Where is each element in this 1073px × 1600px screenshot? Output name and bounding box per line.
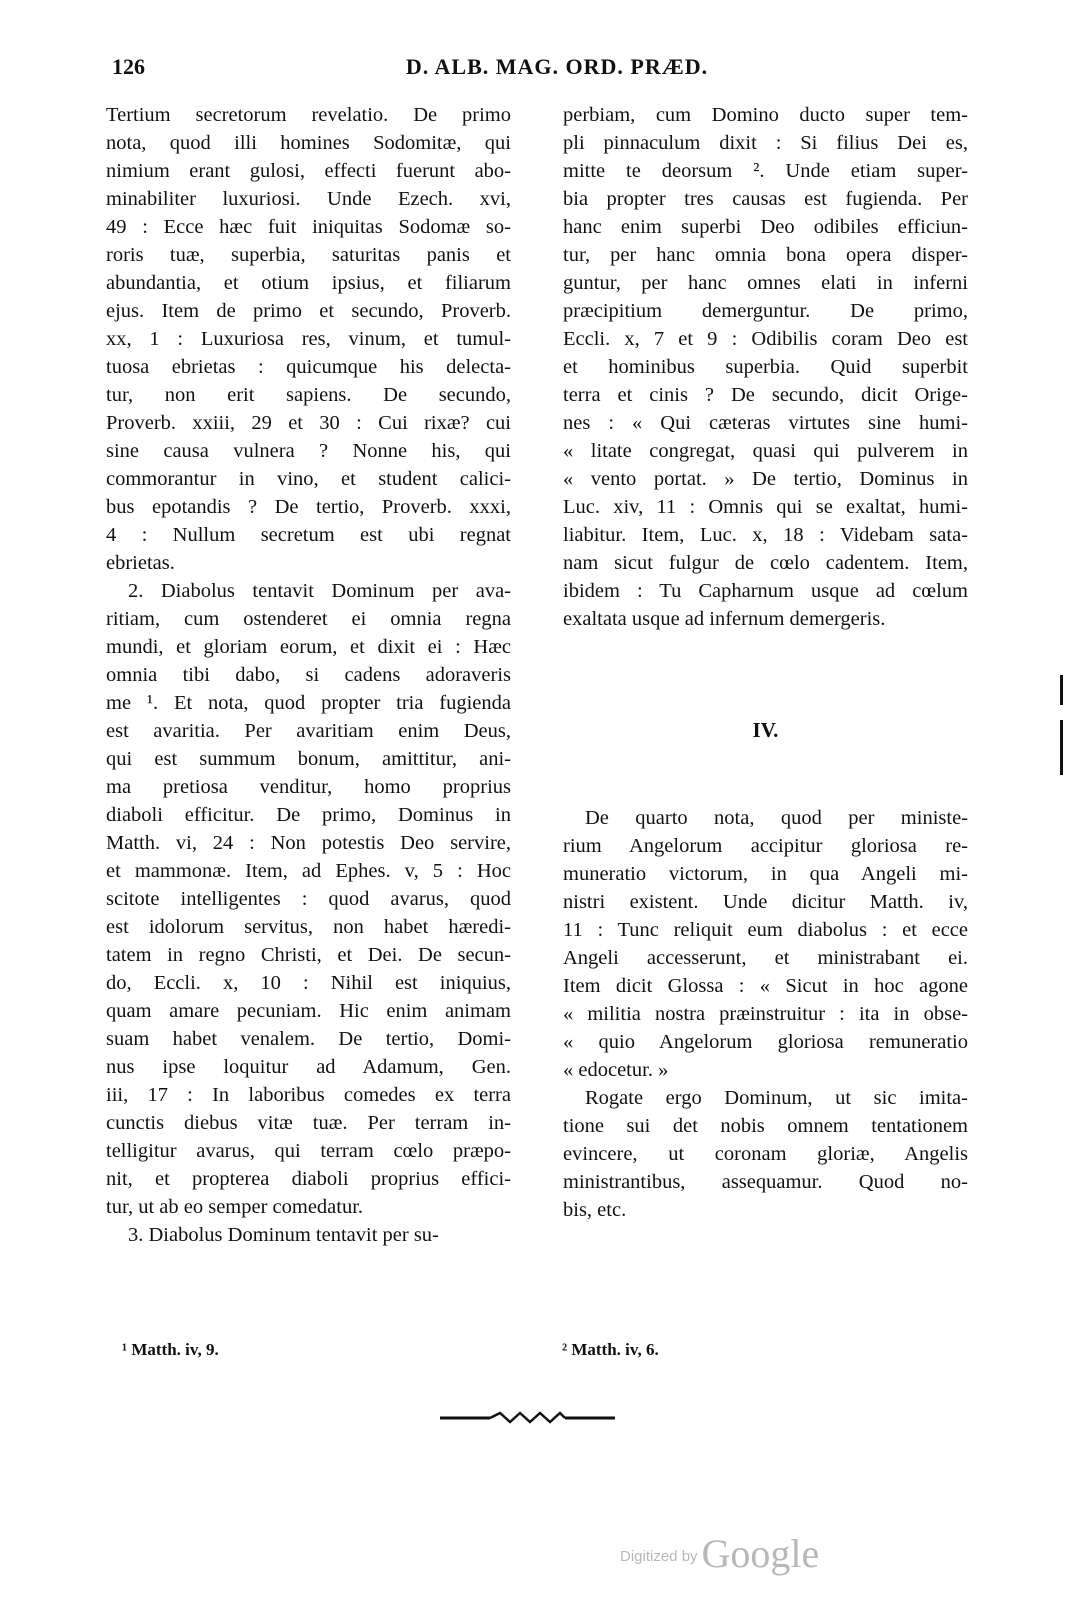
edge-mark bbox=[1060, 675, 1063, 705]
text-line: Luc. xiv, 11 : Omnis qui se exaltat, humi- bbox=[563, 496, 968, 518]
text-line: Eccli. x, 7 et 9 : Odibilis coram Deo est bbox=[563, 328, 968, 350]
text-line: ejus. Item de primo et secundo, Proverb. bbox=[106, 300, 511, 322]
right-column bbox=[563, 101, 968, 633]
left-column bbox=[106, 101, 511, 1249]
text-line: tur, per hanc omnia bona opera disper- bbox=[563, 244, 968, 266]
text-line: 49 : Ecce hæc fuit iniquitas Sodomæ so- bbox=[106, 216, 511, 238]
text-line: Rogate ergo Dominum, ut sic imita- bbox=[585, 1087, 968, 1109]
text-line: Item dicit Glossa : « Sicut in hoc agone bbox=[563, 975, 968, 997]
text-line: tur, ut ab eo semper comedatur. bbox=[106, 1196, 364, 1218]
text-line: « litate congregat, quasi qui pulverem in bbox=[563, 440, 968, 462]
text-line: ebrietas. bbox=[106, 552, 175, 574]
footnote-right: ² Matth. iv, 6. bbox=[562, 1340, 659, 1359]
text-line: hanc enim superbi Deo odibiles efficiun- bbox=[563, 216, 968, 238]
end-ornament bbox=[440, 1410, 615, 1426]
text-line: « vento portat. » De tertio, Dominus in bbox=[563, 468, 968, 490]
text-line: « edocetur. » bbox=[563, 1059, 669, 1081]
edge-mark bbox=[1060, 720, 1063, 775]
text-line: diaboli efficitur. De primo, Dominus in bbox=[106, 804, 511, 826]
text-line: tuosa ebrietas : quicumque his delecta- bbox=[106, 356, 511, 378]
text-line: commorantur in vino, et student calici- bbox=[106, 468, 511, 490]
text-line: scitote intelligentes : quod avarus, quod bbox=[106, 888, 511, 910]
text-line: 4 : Nullum secretum est ubi regnat bbox=[106, 524, 511, 546]
text-line: iii, 17 : In laboribus comedes ex terra bbox=[106, 1084, 511, 1106]
footnote-left: ¹ Matth. iv, 9. bbox=[122, 1340, 219, 1359]
text-line: bus epotandis ? De tertio, Proverb. xxxi, bbox=[106, 496, 511, 518]
page-number: 126 bbox=[112, 54, 145, 79]
text-line: præcipitium demerguntur. De primo, bbox=[563, 300, 968, 322]
watermark-logo-text: Google bbox=[701, 1531, 820, 1576]
text-line: perbiam, cum Domino ducto super tem- bbox=[563, 104, 968, 126]
text-line: roris tuæ, superbia, saturitas panis et bbox=[106, 244, 511, 266]
text-line: abundantia, et otium ipsius, et filiarum bbox=[106, 272, 511, 294]
text-line: me ¹. Et nota, quod propter tria fugienda bbox=[106, 692, 511, 714]
text-line: Proverb. xxiii, 29 et 30 : Cui rixæ? cui bbox=[106, 412, 511, 434]
text-line: 11 : Tunc reliquit eum diabolus : et ecce bbox=[563, 919, 968, 941]
running-head: D. ALB. MAG. ORD. PRÆD. bbox=[405, 54, 709, 79]
text-line: omnia tibi dabo, si cadens adoraveris bbox=[106, 664, 511, 686]
text-line: tur, non erit sapiens. De secundo, bbox=[106, 384, 511, 406]
text-line: tione sui det nobis omnem tentationem bbox=[563, 1115, 968, 1137]
text-line: bia propter tres causas est fugienda. Per bbox=[563, 188, 968, 210]
text-line: quam amare pecuniam. Hic enim animam bbox=[106, 1000, 511, 1022]
watermark-small-text: Digitized by bbox=[620, 1548, 698, 1565]
text-line: qui est summum bonum, amittitur, ani- bbox=[106, 748, 511, 770]
text-line: mundi, et gloriam eorum, et dixit ei : Hæc bbox=[106, 636, 511, 658]
text-line: est avaritia. Per avaritiam enim Deus, bbox=[106, 720, 511, 742]
text-line: nus ipse loquitur ad Adamum, Gen. bbox=[106, 1056, 511, 1078]
text-line: exaltata usque ad infernum demergeris. bbox=[563, 608, 886, 630]
text-line: Angeli accesserunt, et ministrabant ei. bbox=[563, 947, 968, 969]
text-line: De quarto nota, quod per ministe- bbox=[585, 807, 968, 829]
text-line: evincere, ut coronam gloriæ, Angelis bbox=[563, 1143, 968, 1165]
text-line: est idolorum servitus, non habet hæredi- bbox=[106, 916, 511, 938]
text-line: « quio Angelorum gloriosa remuneratio bbox=[563, 1031, 968, 1053]
text-line: ritiam, cum ostenderet ei omnia regna bbox=[106, 608, 511, 630]
text-line: nistri existent. Unde dicitur Matth. iv, bbox=[563, 891, 968, 913]
text-line: nam sicut fulgur de cœlo cadentem. Item, bbox=[563, 552, 968, 574]
text-line: do, Eccli. x, 10 : Nihil est iniquius, bbox=[106, 972, 511, 994]
digitized-watermark bbox=[620, 1530, 819, 1580]
section-text bbox=[563, 804, 968, 1224]
text-line: 3. Diabolus Dominum tentavit per su- bbox=[128, 1224, 439, 1246]
text-line: Matth. vi, 24 : Non potestis Deo servire, bbox=[106, 832, 511, 854]
text-line: terra et cinis ? De secundo, dicit Orige- bbox=[563, 384, 968, 406]
text-line: xx, 1 : Luxuriosa res, vinum, et tumul- bbox=[106, 328, 511, 350]
text-line: Tertium secretorum revelatio. De primo bbox=[106, 104, 511, 126]
text-line: nit, et propterea diaboli proprius effici- bbox=[106, 1168, 511, 1190]
text-line: minabiliter luxuriosi. Unde Ezech. xvi, bbox=[106, 188, 511, 210]
section-heading: IV. bbox=[752, 718, 779, 742]
text-line: guntur, per hanc omnes elati in inferni bbox=[563, 272, 968, 294]
text-line: bis, etc. bbox=[563, 1199, 627, 1221]
text-line: liabitur. Item, Luc. x, 18 : Videbam sata- bbox=[563, 524, 968, 546]
text-line: et mammonæ. Item, ad Ephes. v, 5 : Hoc bbox=[106, 860, 511, 882]
text-line: mitte te deorsum ². Unde etiam super- bbox=[563, 160, 968, 182]
text-line: nes : « Qui cæteras virtutes sine humi- bbox=[563, 412, 968, 434]
text-line: et hominibus superbia. Quid superbit bbox=[563, 356, 968, 378]
text-line: suam habet venalem. De tertio, Domi- bbox=[106, 1028, 511, 1050]
text-line: nimium erant gulosi, effecti fuerunt abo- bbox=[106, 160, 511, 182]
text-line: 2. Diabolus tentavit Dominum per ava- bbox=[128, 580, 511, 602]
text-line: rium Angelorum accipitur gloriosa re- bbox=[563, 835, 968, 857]
text-line: cunctis diebus vitæ tuæ. Per terram in- bbox=[106, 1112, 511, 1134]
text-line: muneratio victorum, in qua Angeli mi- bbox=[563, 863, 968, 885]
text-line: sine causa vulnera ? Nonne his, qui bbox=[106, 440, 511, 462]
text-line: telligitur avarus, qui terram cœlo præpo- bbox=[106, 1140, 511, 1162]
text-line: pli pinnaculum dixit : Si filius Dei es, bbox=[563, 132, 968, 154]
text-line: ministrantibus, assequamur. Quod no- bbox=[563, 1171, 968, 1193]
text-line: « militia nostra præinstruitur : ita in obse- bbox=[563, 1003, 968, 1025]
text-line: ma pretiosa venditur, homo proprius bbox=[106, 776, 511, 798]
text-line: ibidem : Tu Capharnum usque ad cœlum bbox=[563, 580, 968, 602]
text-line: tatem in regno Christi, et Dei. De secun- bbox=[106, 944, 511, 966]
text-line: nota, quod illi homines Sodomitæ, qui bbox=[106, 132, 511, 154]
page-header bbox=[112, 54, 962, 88]
